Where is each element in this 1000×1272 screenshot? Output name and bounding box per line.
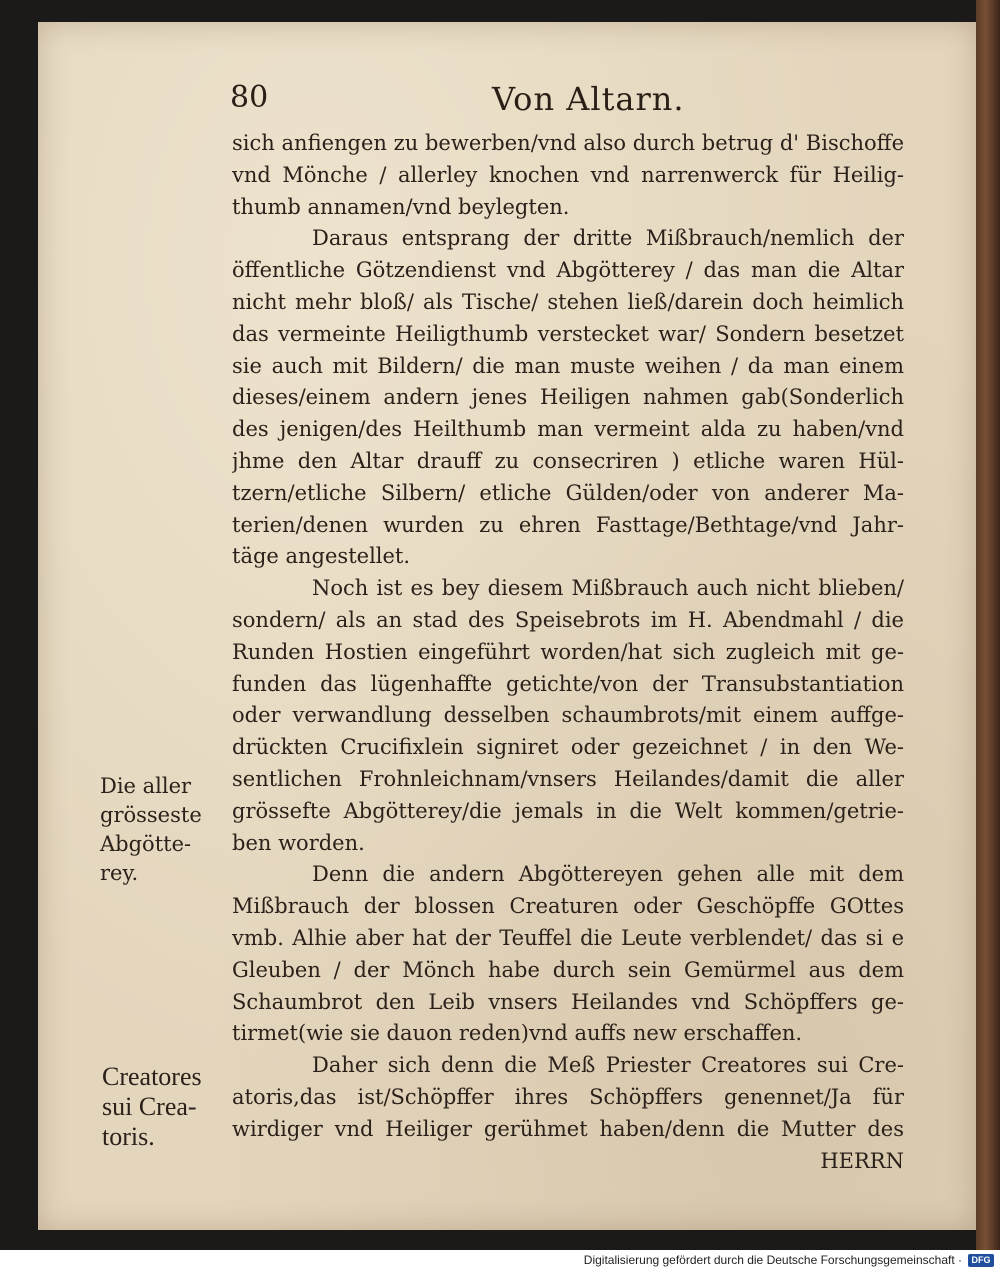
marginal-line: Abgötte- — [100, 832, 192, 856]
text-line: Daraus entsprang der dritte Mißbrauch/nemlich der — [312, 226, 904, 251]
marginal-note — [100, 772, 210, 888]
text-line: Denn die andern Abgöttereyen gehen alle mit dem — [312, 862, 904, 887]
text-line: grössefte Abgötterey/die jemals in die Welt kommen/getrie- — [232, 798, 904, 823]
text-line: sentlichen Frohnleichnam/vnsers Heilandes/damit die aller — [232, 766, 904, 791]
text-line: oder verwandlung desselben schaumbrots/mit einem auffge- — [232, 703, 904, 728]
text-line: Gleuben / der Mönch habe durch sein Gemürmel aus dem — [232, 957, 904, 982]
marginal-line: grösseste — [100, 803, 202, 827]
text-line: Daher sich denn die Meß Priester Creatores sui Cre- — [312, 1053, 904, 1078]
page-header — [230, 80, 910, 124]
text-line: wirdiger vnd Heiliger gerühmet haben/denn die Mutter des — [232, 1116, 904, 1141]
text-line: täge angestellet. — [232, 544, 411, 569]
marginal-line: Die aller — [100, 774, 192, 798]
text-line: funden das lügenhaffte getichte/von der Transubstantiation — [232, 671, 904, 696]
text-line: atoris,das ist/Schöpffer ihres Schöpffers genennet/Ja für — [232, 1084, 904, 1109]
text-line: öffentliche Götzendienst vnd Abgötterey / das man die Altar — [232, 258, 904, 283]
text-line: Schaumbrot den Leib vnsers Heilandes vnd Schöpffers ge- — [232, 989, 904, 1014]
text-line: nicht mehr bloß/ als Tische/ stehen ließ/darein doch heimlich — [232, 289, 904, 314]
text-line: Mißbrauch der blossen Creaturen oder Geschöpffe GOttes — [232, 894, 904, 919]
marginal-line: sui Crea- — [102, 1092, 197, 1121]
text-line: das vermeinte Heiligthumb verstecket war/ Sondern besetzet — [232, 321, 904, 346]
running-head: Von Altarn. — [492, 80, 685, 118]
marginal-line: rey. — [100, 861, 139, 885]
marginal-line: Creatores — [102, 1062, 202, 1091]
text-line: vnd Mönche / allerley knochen vnd narrenwerck für Heilig- — [232, 162, 904, 187]
text-line: thumb annamen/vnd beylegten. — [232, 194, 570, 219]
text-line: vmb. Alhie aber hat der Teuffel die Leute verblendet/ das si e — [232, 925, 904, 950]
footer-bar — [0, 1250, 1000, 1272]
text-line: sondern/ als an stad des Speisebrots im H. Abendmahl / die — [232, 607, 904, 632]
text-line: ben worden. — [232, 830, 365, 855]
text-line: des jenigen/des Heilthumb man vermeint alda zu haben/vnd — [232, 417, 904, 442]
marginal-note — [102, 1062, 232, 1152]
catchword: HERRN — [820, 1148, 904, 1173]
text-line: Noch ist es bey diesem Mißbrauch auch nicht blieben/ — [312, 576, 904, 601]
page-number: 80 — [230, 80, 269, 115]
text-line: tirmet(wie sie dauon reden)vnd auffs new erschaffen. — [232, 1021, 803, 1046]
text-line: terien/denen wurden zu ehren Fasttage/Bethtage/vnd Jahr- — [232, 512, 904, 537]
marginal-line: toris. — [102, 1122, 155, 1151]
funding-credit: Digitalisierung gefördert durch die Deutsche Forschungsgemeinschaft · — [583, 1253, 962, 1267]
body-text — [232, 128, 904, 1177]
text-line: tzern/etliche Silbern/ etliche Gülden/oder von anderer Ma- — [232, 480, 904, 505]
text-line: sich anfiengen zu bewerben/vnd also durch betrug d' Bischoffe — [232, 131, 904, 155]
text-line: jhme den Altar drauff zu consecriren ) etliche waren Hül- — [232, 448, 904, 473]
dfg-logo: DFG — [968, 1254, 994, 1267]
text-line: sie auch mit Bildern/ die man muste weihen / da man einem — [232, 353, 904, 378]
text-line: Runden Hostien eingeführt worden/hat sich zugleich mit ge- — [232, 639, 904, 664]
text-line: drückten Crucifixlein signiret oder gezeichnet / in den We- — [232, 735, 904, 760]
text-line: dieses/einem andern jenes Heiligen nahmen gab(Sonderlich — [232, 385, 904, 410]
book-binding-edge — [976, 0, 1000, 1250]
